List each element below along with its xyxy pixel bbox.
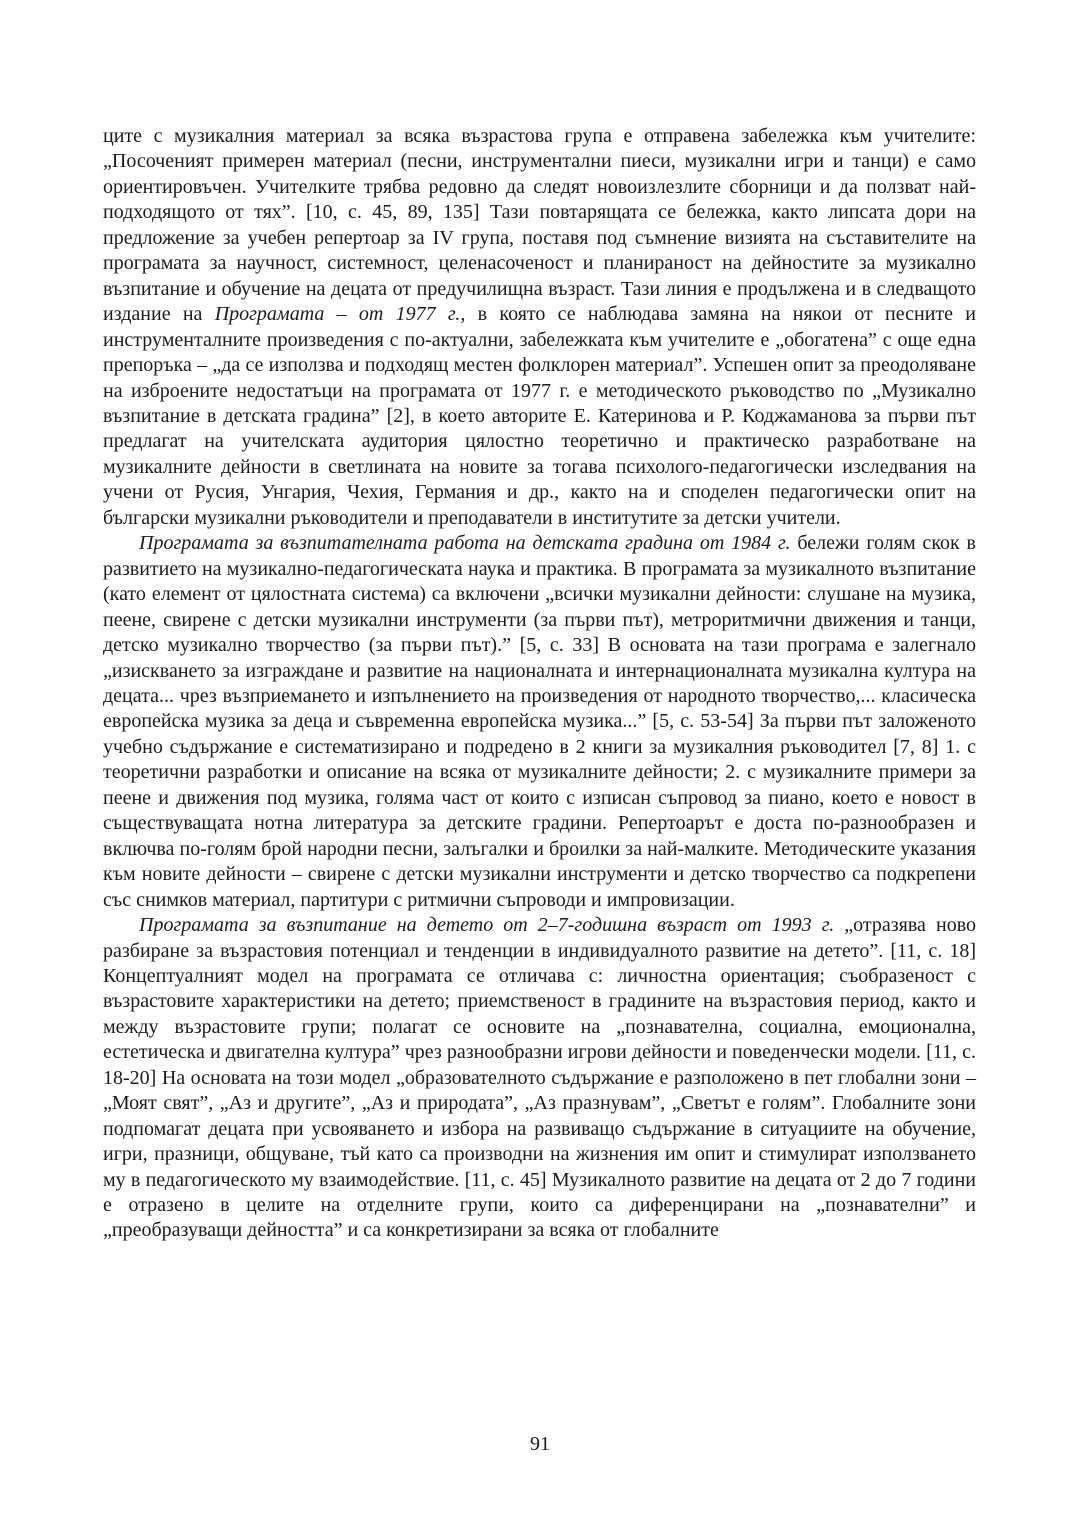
paragraph-1-italic-program-title-1977: Програмата – от 1977 г.: [214, 303, 461, 326]
paragraph-3-italic-program-title-1993: Програмата за възпитание на детето от 2–7-годишна възраст от 1993 г.: [139, 914, 835, 937]
paragraph-1-segment-1: ците с музикалния материал за всяка възрастова група е отправена забележка към учителите: „Посоченият примерен материал (песни, инструментални пиеси, музикални игри и танци) е само ориентировъчен. Учителките трябва редовно да следят новоизлезлите сборници и да ползват най-подходящото от тях”. [10, с. 45, 89, 135] Тази повтарящата се бележка, както липсата дори на предложение за учебен репертоар за IV група, поставя под съмнение визията на съставителите на програмата за научност, системност, целенасоченост и планираност на дейностите за музикално възпитание и обучение на децата от предучилищна възраст. Тази линия е продължена и в следващото издание на: [103, 125, 976, 326]
page-number: 91: [530, 1433, 550, 1455]
paragraph-2-segment-2: бележи голям скок в развитието на музикално-педагогическата наука и практика. В програмата за музикалното възпитание (като елемент от цялостната система) са включени „всички музикални дейности: слушане на музика, пеене, свирене с детски музикални инструменти (за първи път), метроритмични движения и танци, детско музикално творчество (за първи път).” [5, с. 33] В основата на тази програма е залегнало „изискването за изграждане и развитие на националната и интернационалната музикална култура на децата... чрез възприемането и изпълнението на произведения от народното творчество,... класическа европейска музика за деца и съвременна европейска музика...” [5, с. 53-54] За първи път заложеното учебно съдържание е систематизирано и подредено в 2 книги за музикалния ръководител [7, 8] 1. с теоретични разработки и описание на всяка от музикалните дейности; 2. с музикалните примери за пеене и движения под музика, голяма част от които с изписан съпровод за пиано, което е новост в съществуващата нотна литература за детските градини. Репертоарът е доста по-разнообразен и включва по-голям брой народни песни, залъгалки и броилки за най-малките. Методическите указания към новите дейности – свирене с детски музикални инструменти и детско творчество са подкрепени със снимков материал, партитури с ритмични съпроводи и импровизации.: [103, 532, 977, 911]
paragraph-3-segment-2: „отразява ново разбиране за възрастовия потенциал и тенденции в индивидуалното развитие на детето”. [11, с. 18] Концептуалният модел на програмата се отличава с: личностна ориентация; съобразеност с възрастовите характеристики на детето; приемственост в градините на възрастовия период, както и между възрастовите групи; полагат се основите на „познавателна, социална, емоционална, естетическа и двигателна култура” чрез разнообразни игрови дейности и поведенчески модели. [11, с. 18-20] На основата на този модел „образователното съдържание е разположено в пет глобални зони – „Моят свят”, „Аз и другите”, „Аз и природата”, „Аз празнувам”, „Светът е голям”. Глобалните зони подпомагат децата при усвояването и избора на развиващо съдържание в ситуациите на обучение, игри, празници, общуване, тъй като са производни на жизнения им опит и стимулират използването му в педагогическото му взаимодействие. [11, с. 45] Музикалното развитие на децата от 2 до 7 години е отразено в целите на отделните групи, които са диференцирани на „познавателни” и „преобразуващи дейността” и са конкретизирани за всяка от глобалните: [103, 914, 977, 1242]
paragraph-continued-program-1974-1977: [103, 124, 976, 531]
paragraph-program-1984: [103, 531, 976, 913]
paragraph-2-italic-program-title-1984: Програмата за възпитателната работа на детската градина от 1984 г.: [139, 532, 791, 555]
page-body-text: [103, 124, 976, 1244]
paragraph-program-1993: [103, 913, 976, 1244]
paragraph-1-segment-2: , в която се наблюдава замяна на някои от песните и инструменталните произведения с по-актуални, забележката към учителите е „обогатена” с още една препоръка – „да се използва и подходящ местен фолклорен материал”. Успешен опит за преодоляване на изброените недостатъци на програмата от 1977 г. е методическото ръководство по „Музикално възпитание в детската градина” [2], в което авторите Е. Катеринова и Р. Коджаманова за първи път предлагат на учителската аудитория цялостно теоретично и практическо разработване на музикалните дейности в светлината на новите за тогава психолого-педагогически изследвания на учени от Русия, Унгария, Чехия, Германия и др., както на и споделен педагогически опит на български музикални ръководители и преподаватели в институтите за детски учители.: [103, 303, 976, 529]
